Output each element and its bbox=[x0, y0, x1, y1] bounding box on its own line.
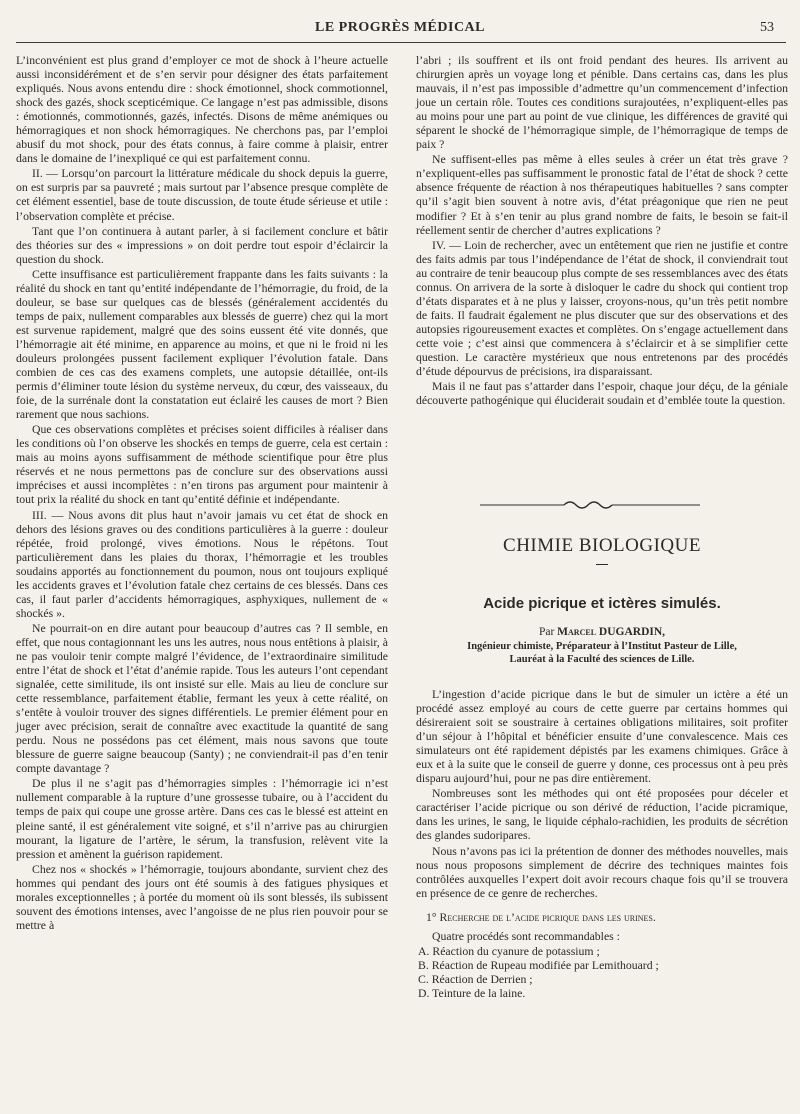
section-dash bbox=[596, 564, 608, 565]
right-column bbox=[416, 54, 788, 409]
section-title: CHIMIE BIOLOGIQUE bbox=[503, 535, 701, 556]
page-header bbox=[14, 18, 786, 42]
paragraph: Ne pourrait-on en dire autant pour beaucoup d’autres cas ? Il semble, en effet, que nous contagionnant les uns les autres, nous nous entêtions à plaisir, à ne pas vouloir tenir compte malgré l’évidence, de l’extraordinaire similitude entre l’état de shock et l’état d’anémie rapide. Tous les auteurs l’ont cependant signalée, cette similitude, ils ont insisté sur elle. Mais au lieu de conclure sur cette ressemblance, parfaitement établie, fermant les yeux à cette réalité, on s’entête à vouloir trouver des signes différentiels. Le premier élément pour en juger avec précision, serait de connaître avec exactitude la quantité de sang perdu. Nous ne possédons pas cet élément, mais nous savons que toute blessure de guerre saigne beaucoup (Santy) ; ne conviendrait-il pas d’en tenir compte davantage ? bbox=[16, 621, 388, 776]
list-item: A. Réaction du cyanure de potassium ; bbox=[418, 944, 600, 958]
paragraph: De plus il ne s’agit pas d’hémorragies simples : l’hémorragie ici n’est nullement comparable à la rupture d’une grossesse tubaire, ou à l’accident du temps de paix qui coupe une grosse artère. Dans ces cas le blessé est atteint en pleine santé, il est généralement vite soigné, et s’il n’arrive pas au chirurgien mourant, la ligature de l’artère, le sérum, la transfusion, relèvent vite la pression et amènent la guérison rapidement. bbox=[16, 777, 388, 861]
paragraph: Cette insuffisance est particulièrement frappante dans les faits suivants : la réalité du shock en tant qu’entité indépendante de l’hémorragie, du froid, de la douleur, se base sur quelques cas de blessés (généralement accidentés du temps de paix, nullement comparables aux blessés de guerre) chez qui la mort est survenue rapidement, malgré que des soins eussent été vite donnés, que l’hémorragie ait été minime, en apparence au moins, et que ni le froid ni les douleurs prolongées pussent facilement expliquer l’évolution fatale. Dans combien de ces cas des examens complets, une autopsie détaillée, ont-ils permis d’éliminer toute lésion du système nerveux, du cœur, des vaisseaux, du foie, de la surrénale dont la constatation eut éclairé les causes de mort ? Bien rarement que nous sachions. bbox=[16, 267, 388, 422]
paragraph: Tant que l’on continuera à autant parler, à si facilement conclure et bâtir des théories sur des « impressions » on doit perdre tout espoir d’éclaircir la question du shock. bbox=[16, 224, 388, 266]
paragraph: Que ces observations complètes et précises soient difficiles à réaliser dans les conditions où l’on observe les shockés en temps de guerre, cela est certain : mais au moins ayons suffisamment de méthode scientifique pour être plus réservés et ne nous permettons pas de conclure sur des observations aussi imprécises et aussi incomplètes : n’en tirons pas argument pour maintenir à tout prix la réalité du shock en tant qu’entité définie et indépendante. bbox=[16, 423, 388, 507]
affiliation-line: Lauréat à la Faculté des sciences de Lille. bbox=[509, 653, 695, 665]
list-intro: Quatre procédés sont recommandables : bbox=[432, 929, 620, 943]
header-rule bbox=[16, 42, 786, 43]
list-item: D. Teinture de la laine. bbox=[418, 986, 526, 1000]
paragraph: IV. — Loin de rechercher, avec un entêtement que rien ne justifie et contre des faits admis par tous l’indépendance de l’état de shock, il conviendrait tout au contraire de tenir beaucoup plus compte de ses ressemblances avec des états connus. On arrivera de la sorte à disloquer le cadre du shock qui contient trop d’états disparates et à ne plus y laisser, croyons-nous, qu’un très petit nombre de faits. Il faudrait également ne plus discuter que sur des observations et des autopsies rigoureusement exactes et complètes. On s’engage actuellement dans cette voie ; c’est ainsi que commencera à s’éclaircir et à se simplifier cette question. Le caractère mystérieux que nous entretenons par des procédés d’étude dépourvus de précisions, ira disparaissant. bbox=[416, 238, 788, 379]
article-body bbox=[416, 688, 788, 1001]
list-item: C. Réaction de Derrien ; bbox=[418, 972, 533, 986]
journal-title: LE PROGRÈS MÉDICAL bbox=[314, 20, 486, 35]
paragraph: III. — Nous avons dit plus haut n’avoir jamais vu cet état de shock en dehors des lésions graves ou des conditions particulières à la guerre : douleur répétée, froid prolongé, vives émotions. Nous le répétons. Tout particulièrement dans les plaies du thorax, l’hémorragie et les troubles soudains apportés au fonctionnement du poumon, nous ont toujours expliqué les accidents graves et l’évolution fatale chez certains de ces blessés. Dans ces cas, il faut parler d’accidents hémorragiques, asphyxiques, nullement de « shockés ». bbox=[16, 508, 388, 620]
list-item: B. Réaction de Rupeau modifiée par Lemithouard ; bbox=[418, 958, 659, 972]
left-column bbox=[16, 54, 388, 934]
paragraph: Mais il ne faut pas s’attarder dans l’espoir, chaque jour déçu, de la géniale découverte pathogénique qui éluciderait soudain et d’emblée toute la question. bbox=[416, 380, 788, 408]
author-affiliation bbox=[416, 641, 788, 666]
affiliation-line: Ingénieur chimiste, Préparateur à l’Institut Pasteur de Lille, bbox=[467, 641, 737, 652]
page-number: 53 bbox=[760, 20, 774, 35]
paragraph: Nombreuses sont les méthodes qui ont été proposées pour déceler et caractériser l’acide picrique ou son dérivé de réduction, l’acide picramique, dans les urines, le sang, le liquide céphalo-rachidien, les produits de sécrétion des glandes sudoripares. bbox=[416, 787, 788, 843]
paragraph: l’abri ; ils souffrent et ils ont froid pendant des heures. Ils arrivent au chirurgien après un voyage long et pénible. Dans certains cas, dans les plus mauvais, il n’est pas impossible d’admettre qu’un commencement d’infection joue un certain rôle. Toutes ces conditions surajoutées, n’expliquent-elles pas au moins pour une part au point de vue clinique, les différences de gravité qui séparent le shocké de l’hémorragique simple, de l’hémorragique de temps de paix ? bbox=[416, 54, 788, 152]
ornamental-divider bbox=[480, 495, 700, 515]
paragraph: L’ingestion d’acide picrique dans le but de simuler un ictère a été un procédé assez employé au cours de cette guerre par certains hommes qui désireraient soit se soustraire à certaines obligations militaires, soit profiter d’un séjour à l’hôpital et bénéficier ensuite d’une convalescence. Mais ces simulateurs ont été rapidement dépistés par les examens chimiques. Grâce à eux et à la suite que le conseil de guerre y donne, ces processus ont à peu près disparu aujourd’hui, pour ne pas dire entièrement. bbox=[416, 688, 788, 786]
paragraph: Chez nos « shockés » l’hémorragie, toujours abondante, survient chez des hommes qui pendant des jours ont été soumis à des fatigues physiques et morales exceptionnelles ; à portée du moment où ils sont blessés, ils subissent souvent des émotions intenses, avec l’angoisse de ne plus rien pouvoir pour se mettre à bbox=[16, 862, 388, 932]
article-title: Acide picrique et ictères simulés. bbox=[483, 595, 721, 612]
subsection-heading: 1° Recherche de l’acide picrique dans les urines. bbox=[426, 910, 656, 924]
paragraph: L’inconvénient est plus grand d’employer ce mot de shock à l’heure actuelle aussi inconsidérément et de s’en servir pour désigner des états parfaitement expliqués. Nous avons entendu dire : shock émotionnel, shock commotionnel, shock des gazés, shock scepticémique. Ce langage n’est pas admissible, disons : émotionnés, commotionnés, gazés, infectés. Disons de même anémiques ou hémorragiques et non shock hémorragiques. Ne cherchons pas, par l’emploi abusif du mot shock, pour des états connus, à faire comme à plaisir, entrer dans le domaine de l’inexpliqué ce qui est parfaitement connu. bbox=[16, 54, 388, 166]
byline-prefix: Par bbox=[538, 626, 555, 638]
paragraph: II. — Lorsqu’on parcourt la littérature médicale du shock depuis la guerre, on est surpris par sa pauvreté ; mais surtout par l’absence presque complète de cet élément essentiel, base de toute discussion, de toute étude sérieuse et utile : l’observation complète et précise. bbox=[16, 167, 388, 223]
byline bbox=[416, 626, 788, 638]
paragraph: Ne suffisent-elles pas même à elles seules à créer un état très grave ? n’expliquent-elles pas suffisamment le pronostic fatal de l’état de shock ? cette absence fréquente de réaction à nos thérapeutiques habituelles ? sans compter qu’il s’agit bien souvent à notre avis, d’état préagonique que rien ne peut modifier ? Et à s’en tenir au plus grand nombre de faits, le besoin se fait-il réellement sentir de chercher d’autres explications ? bbox=[416, 153, 788, 237]
paragraph: Nous n’avons pas ici la prétention de donner des méthodes nouvelles, mais nous nous proposons simplement de décrire des techniques maintes fois contrôlées auxquelles l’expert doit avoir recours chaque fois qu’il se trouvera en présence de ce genre de recherches. bbox=[416, 844, 788, 900]
author-name: Marcel DUGARDIN, bbox=[557, 626, 666, 638]
